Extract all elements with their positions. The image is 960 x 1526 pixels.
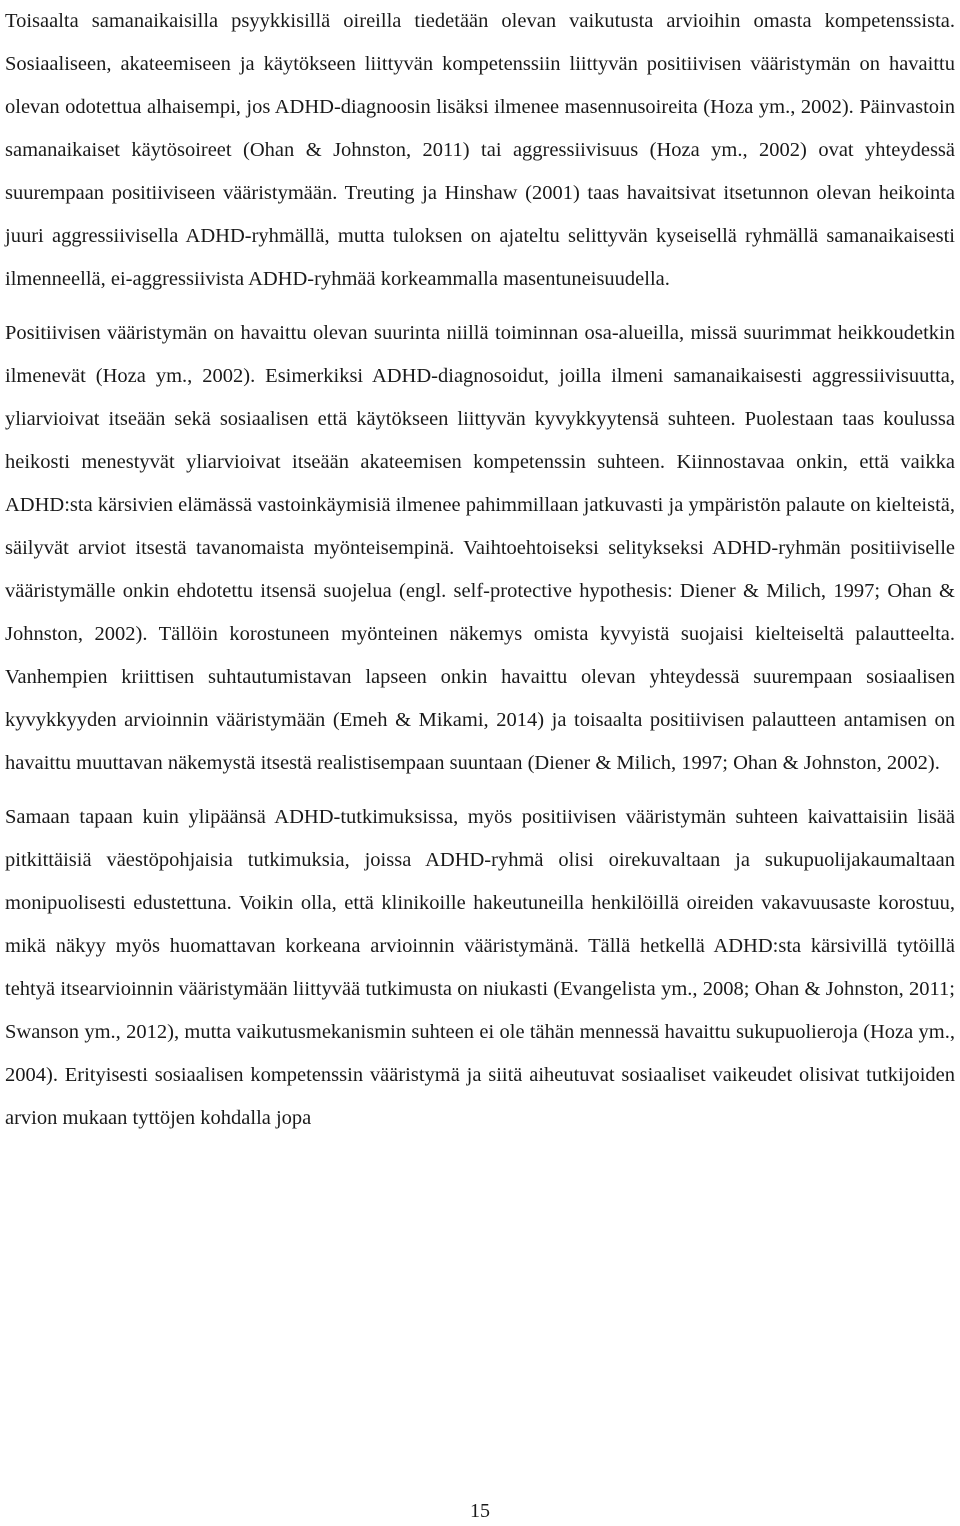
paragraph-comorbidity: Toisaalta samanaikaisilla psyykkisillä oireilla tiedetään olevan vaikutusta arvioihin omasta kompetenssista. Sosiaaliseen, akateemiseen ja käytökseen liittyvän kompetenssiin liittyvän positiivisen vääristymän on havaittu olevan odotettua alhaisempi, jos ADHD-diagnoosin lisäksi ilmenee masennusoireita (Hoza ym., 2002). Päinvastoin samanaikaiset käytösoireet (Ohan & Johnston, 2011) tai aggressiivisuus (Hoza ym., 2002) ovat yhteydessä suurempaan positiiviseen vääristymään. Treuting ja Hinshaw (2001) taas havaitsivat itsetunnon olevan heikointa juuri aggressiivisella ADHD-ryhmällä, mutta tuloksen on ajateltu selittyvän kyseisellä ryhmällä samanaikaisesti ilmenneellä, ei-aggressiivista ADHD-ryhmää korkeammalla masentuneisuudella.: [5, 10, 955, 290]
paragraph-further-research: Samaan tapaan kuin ylipäänsä ADHD-tutkimuksissa, myös positiivisen vääristymän suhteen kaivattaisiin lisää pitkittäisiä väestöpohjaisia tutkimuksia, joissa ADHD-ryhmä olisi oirekuvaltaan ja sukupuolijakaumaltaan monipuolisesti edustettuna. Voikin olla, että klinikoille hakeutuneilla henkilöillä oireiden vakavuusaste korostuu, mikä näkyy myös huomattavan korkeana arvioinnin vääristymänä. Tällä hetkellä ADHD:sta kärsivillä tytöillä tehtyä itsearvioinnin vääristymään liittyvää tutkimusta on niukasti (Evangelista ym., 2008; Ohan & Johnston, 2011; Swanson ym., 2012), mutta vaikutusmekanismin suhteen ei ole tähän mennessä havaittu sukupuolieroja (Hoza ym., 2004). Erityisesti sosiaalisen kompetenssin vääristymä ja siitä aiheutuvat sosiaaliset vaikeudet olisivat tutkijoiden arvion mukaan tyttöjen kohdalla jopa: [5, 806, 955, 1129]
paragraph-positive-bias-domains: Positiivisen vääristymän on havaittu olevan suurinta niillä toiminnan osa-alueilla, missä suurimmat heikkoudetkin ilmenevät (Hoza ym., 2002). Esimerkiksi ADHD-diagnosoidut, joilla ilmeni samanaikaisesti aggressiivisuutta, yliarvioivat itseään sekä sosiaalisen että käytökseen liittyvän kyvykkyytensä suhteen. Puolestaan taas koulussa heikosti menestyvät yliarvioivat itseään akateemisen kompetenssin suhteen. Kiinnostavaa onkin, että vaikka ADHD:sta kärsivien elämässä vastoinkäymisiä ilmenee pahimmillaan jatkuvasti ja ympäristön palaute on kielteistä, säilyvät arviot itsestä tavanomaista myönteisempinä. Vaihtoehtoiseksi selitykseksi ADHD-ryhmän positiiviselle vääristymälle onkin ehdotettu itsensä suojelua (engl. self-protective hypothesis: Diener & Milich, 1997; Ohan & Johnston, 2002). Tällöin korostuneen myönteinen näkemys omista kyvyistä suojaisi kielteiseltä palautteelta. Vanhempien kriittisen suhtautumistavan lapseen onkin havaittu olevan yhteydessä suurempaan sosiaalisen kyvykkyyden arvioinnin vääristymään (Emeh & Mikami, 2014) ja toisaalta positiivisen palautteen antamisen on havaittu muuttavan näkemystä itsestä realistisempaan suuntaan (Diener & Milich, 1997; Ohan & Johnston, 2002).: [5, 322, 955, 774]
document-page: [5, 0, 955, 1140]
page-number: 15: [470, 1500, 490, 1522]
